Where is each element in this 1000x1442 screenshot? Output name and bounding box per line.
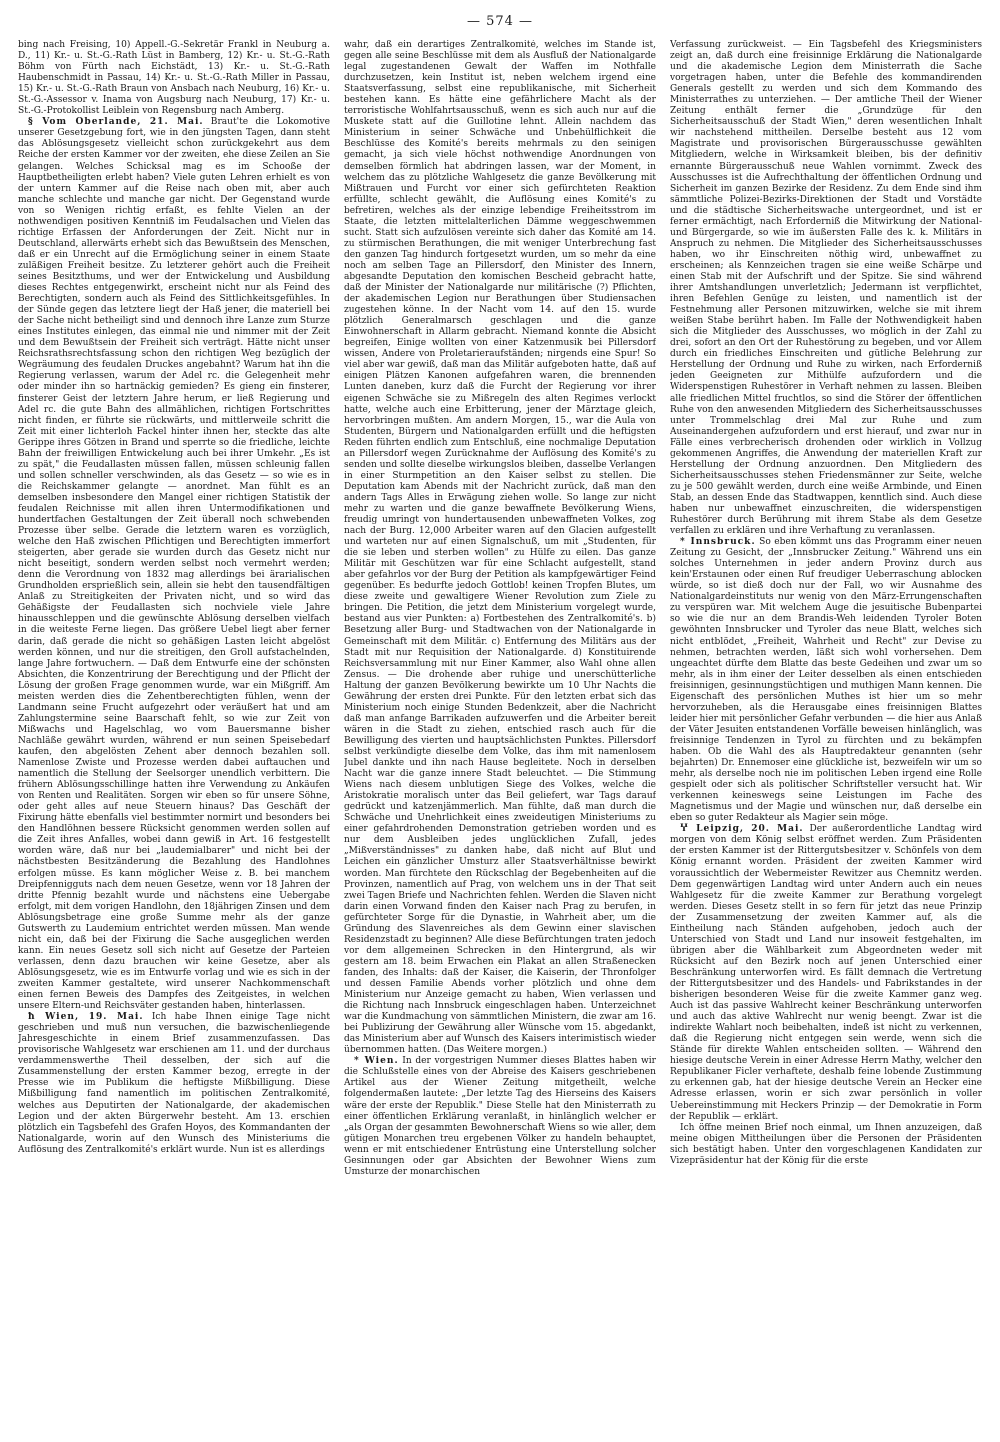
article-text: Verfassung zurückweist. — Ein Tagsbefehl des Kriegsministers zeigt an, daß durch eine freisinnige Erklärung die Nationalgarde und die akademische Legion dem Ministerrath die Sache vorgetragen haben, unter die Befehle des kommandirenden Generals gestellt zu werden und sich dem Kommando des Ministerrathes zu unterziehen. — Der amtliche Theil der Wiener Zeitung enthält ferner die „Grundzüge für den Sicherheitsausschuß der Stadt Wien," deren wesentlichen Inhalt wir nachstehend mittheilen. Derselbe besteht aus 12 vom Magistrate und provisorischen Bürgerausschusse gewählten Mitgliedern, welche in Wirksamkeit bleiben, bis der definitiv ernannte Bürgerausschuß neue Wahlen vornimmt. Zweck des Ausschusses ist die Aufrechthaltung der öffentlichen Ordnung und Sicherheit im ganzen Bezirke der Residenz. Zu dem Ende sind ihm sämmtliche Polizei-Bezirks-Direktionen der Stadt und Vorstädte und die städtische Sicherheitswache untergeordnet, und ist er ferner ermächtigt, nach Erforderniß die Mitwirkung der National- und Bürgergarde, so wie im äußersten Falle des k. k. Militärs in Anspruch zu nehmen. Die Mitglieder des Sicherheitsausschusses haben, wo ihr Einschreiten nöthig wird, unbewaffnet zu erscheinen; als Kennzeichen tragen sie eine weiße Schärpe und einen Stab mit der Aufschrift und der Spitze. Sie sind während ihrer Amtshandlungen unverletzlich; Jedermann ist verpflichtet, ihren Befehlen Genüge zu leisten, und namentlich ist der Festnehmung aller Personen mitzuwirken, welche sie mit ihrem weißen Stabe berührt haben. Im Falle der Nothwendigkeit haben sich die Mitglieder des Ausschusses, wo möglich in der Zahl zu drei, sofort an den Ort der Ruhestörung zu begeben, und vor Allem durch ein friedliches Einschreiten und gütliche Belehrung zur Herstellung der Ordnung und Ruhe zu wirken, nach Erforderniß jeden Geeigneten zur Mithülfe aufzufordern und die Widerspenstigen Ruhestörer in Verhaft nehmen zu lassen. Bleiben alle friedlichen Mittel fruchtlos, so sind die Störer der öffentlichen Ruhe von den anwesenden Mitgliedern des Sicherheitsausschusses unter Trommelschlag drei Mal zur Ruhe und zum Auseinandergehen aufzufordern und erst hierauf, und zwar nur in Fälle eines verbrecherisch drohenden oder wirklich in Vollzug gekommenen Angriffes, die Anwendung der materiellen Kraft zur Herstellung der Ordnung anzuordnen. Den Mitgliedern des Sicherheitsausschusses stehen Friedensmänner zur Seite, welche zu je 500 gewählt werden, durch eine weiße Armbinde, und Einen Stab, an dessen Ende das Stadtwappen, kenntlich sind. Auch diese haben nur unbewaffnet einzuschreiten, die widerspenstigen Ruhestörer durch Berührung mit ihrem Stabe als dem Gesetze verfallen zu erklären und ihre Verhaftung zu veranlassen.	[670, 40, 982, 537]
article-dateline: ħ Wien, 19. Mai.	[28, 1012, 144, 1023]
article-text: Braut'te die Lokomotive unserer Gesetzgebung fort, wie in den jüngsten Tagen, dann steht das Ablösungsgesetz vielleicht schon zurückgekehrt aus dem Reiche der ersten Kammer vor der zweiten, ehe diese Zeilen an Sie gelangen. Welches Schicksal mag es im Schooße der Hauptbetheiligten erlebt haben? Viele guten Lehren erhielt es von der untern Kammer auf die Reise nach oben mit, aber auch manche schlechte und manche gar nicht. Der Gegenstand wurde von so Wenigen richtig erfaßt, es fehlte Vielen an der nothwendigen positiven Kenntniß im Feudalsachen und Vielen das richtige Erfassen der Anforderungen der Zeit. Nicht nur in Deutschland, allerwärts erhebt sich das Bewußtsein des Menschen, daß er ein Unrecht auf die Ermöglichung seiner in einem Staate zuläßigen Freiheit besitze. Zu letzterer gehört auch die Freiheit seines Besitzthums, und wer der Entwickelung und Ausbildung dieses Rechtes entgegenwirkt, erscheint nicht nur als Feind des Berechtigten, sondern auch als Feind des Sittlichkeitsgefühles. In der Sünde gegen das letztere liegt der Haß jener, die materiell bei der Sache nicht betheiligt sind und dennoch ihre Lanze zum Sturze eines Institutes einlegen, das einmal nie und nimmer mit der Zeit und dem Bewußtsein der Freiheit sich verträgt. Hätte nicht unser Reichsrathsrechtsfassung schon den richtigen Weg bezüglich der Wegräumung des feudalen Druckes angebahnt? Warum hat ihn die Regierung verlassen, warum der Adel rc. die Gelegenheit mehr oder minder ihn so hartnäckig gemieden? Es gieng ein finsterer, finsterer Geist der letztern Jahre herum, er ließ Regierung und Adel rc. die gute Bahn des allmählichen, richtigen Fortschrittes nicht finden, er führte sie rückwärts, und mittlerweile schritt die Zeit mit einer lichterloh Fackel hinter ihnen her, steckte das alte Gerippe ihres Götzen in Brand und sperrte so die friedliche, leichte Bahn der freiwilligen Entwickelung auch bei ihrer Umkehr. „Es ist zu spät," die Feudallasten müssen fallen, müssen schleunig fallen und sollen schneller verschwinden, als das Gesetz — so wie es in die Reichskammer gelangte — anordnet. Man fühlt es an demselben insbesondere den Mangel einer richtigen Statistik der feudalen Reichnisse mit allen ihren Untermodifikationen und hundertfachen Gestaltungen der Zeit überall noch schwebenden Prozesse über selbe. Gerade die letztern waren es vorzüglich, welche den Haß zwischen Pflichtigen und Berechtigten immerfort steigerten, aber gerade sie wurden durch das Gesetz nicht nur nicht beseitigt, sondern werden selbst noch vermehrt werden; denn die Verordnung von 1832 mag allerdings bei ärarialischen Grundholden ersprießlich sein, allein sie hebt den tausendfältigen Anlaß zu Streitigkeiten der Privaten nicht, und so wird das Gehäßigste der Feudallasten sich nochviele viele Jahre hinausschleppen und die gewünschte Ablösung derselben vielfach in die weiteste Ferne liegen. Das größere Uebel liegt aber ferner darin, daß gerade die nicht so gehäßigen Lasten leicht abgelöst werden können, und nur die streitigen, den Groll aufstachelnden, lange Jahre fortwuchern. — Daß dem Entwurfe eine der schönsten Absichten, die Konzentrirung der Berechtigung und der Pflicht der Lösung der großen Frage genommen wurde, war ein Mißgriff. Am meisten werden dies die Zehentberechtigten fühlen, wenn der Landmann seine Frucht aufgezehrt oder veräußert hat und am Zahlungstermine seine Baarschaft fehlt, so wie zur Zeit von Mißwachs und Hagelschlag, wo vom Bauersmanne bisher Nachläße gewährt wurden, während er nun seinen Speisebedarf kaufen, den abgelösten Zehent aber dennoch bezahlen soll. Namenlose Zwiste und Prozesse werden dabei auftauchen und namentlich die Stellung der Seelsorger unendlich verbittern. Die frühern Ablösungsschillinge hatten ihre Verwendung zu Ankäufen von Renten und Realitäten. Sorgen wir eben so für unsere Söhne, oder geht alles auf neue Steuern hinaus? Das Geschäft der Fixirung hätte ebenfalls viel bestimmter normirt und besonders bei den Handlöhnen bessere Rücksicht genommen werden sollen auf die Zeit ihres Anfalles, wobei dann gewiß in Art. 16 festgestellt worden wäre, daß nur bei „laudemialbarer" und nicht bei der nächstbesten Besitzänderung die Bezahlung des Handlohnes erfolgen müsse. Es kann möglicher Weise z. B. bei manchem Dreipfennigguts nach dem neuen Gesetze, wenn vor 18 Jahren der dritte Pfennig bezahlt wurde und nächstens eine Uebergabe erfolgt, mit dem vorigen Handlohn, den 18jährigen Zinsen und dem Ablösungsbetrage eine große Summe mehr als der ganze Gutswerth zu Laudemium entrichtet werden müssen. Man wende nicht ein, daß bei der Fixirung die Sache ausgeglichen werden kann. Ein neues Gesetz soll sich nicht auf Gesetze der Parteien verlassen, denn dazu brauchen wir keine Gesetze, aber als Ablösungsgesetz, wie es im Entwurfe vorlag und wie es sich in der zweiten Kammer gestaltete, wird unserer Nachkommenschaft einen fernen Beweis des Dampfes des Zeitgeistes, in welchen unsere Eltern-und Reichsväter gestanden haben, hinterlassen.	[18, 117, 330, 1012]
article-dateline: Ⴤ Leipzig, 20. Mai.	[680, 824, 804, 835]
article-dateline: * Wien.	[354, 1056, 399, 1067]
article-paragraph	[18, 1012, 330, 1156]
article-text: In der vorgestrigen Nummer dieses Blattes haben wir die Schlußstelle eines von der Abreise des Kaisers geschriebenen Artikel aus der Wiener Zeitung mitgetheilt, welche folgendermaßen lautete: „Der letzte Tag des Hierseins des Kaisers wäre der erste der Republik." Diese Stelle hat den Ministerrath zu einer öffentlichen Erklärung veranlaßt, in hinlänglich welcher er „als Organ der gesammten Bewohnerschaft Wiens so wie aller, dem gütigen Monarchen treu ergebenen Völker zu handeln behauptet, wenn er mit entschiedener Entrüstung eine Unterstellung solcher Gesinnungen oder gar Absichten der Bewohner Wiens zum Umsturze der monarchischen	[344, 1056, 656, 1177]
article-dateline: * Innsbruck.	[680, 537, 756, 548]
article-text: bing nach Freising, 10) Appell.-G.-Sekretär Frankl in Neuburg a. D., 11) Kr.- u. St.-G.-Rath Lüst in Bamberg, 12) Kr.- u. St.-G.-Rath Böhm von Fürth nach Eichstädt, 13) Kr.- u. St.-G.-Rath Haubenschmidt in Passau, 14) Kr.- u. St.-G.-Rath Miller in Passau, 15) Kr.- u. St.-G.-Rath Braun von Ansbach nach Neuburg, 16) Kr.- u. St.-G.-Assessor v. Inama von Augsburg nach Neuburg, 17) Kr.- u. St.-G.-Protokollist Leiblein von Regensburg nach Amberg.	[18, 40, 330, 117]
article-paragraph	[18, 117, 330, 1012]
article-text: So eben kömmt uns das Programm einer neuen Zeitung zu Gesicht, der „Innsbrucker Zeitung." Während uns ein solches Unternehmen in jeder andern Provinz durch aus kein'Erstaunen oder einen Ruf freudiger Ueberraschung ablocken würde, so ist dieß doch nur der Fall, wo wir Ausnahme des Nationalgardeinstituts nur wenig von den März-Errungenschaften zu verspüren war. Mit welchem Auge die jesuitische Bubenpartei so wie die nur an dem Brandis-Weh leidenden Tyroler Boten gewöhnten Innsbrucker und Tyroler das neue Blatt, welches sich nicht entblödet, „Freiheit, Wahrheit und Recht" zur Devise zu nehmen, betrachten werden, läßt sich wohl vorhersehen. Dem ungeachtet dürfte dem Blatte das beste Gedeihen und zwar um so mehr, als in ihm einer der Leiter desselben als einen entschieden freisinnigen, gesinnungstüchtigen und muthigen Mann kennen. Die Eigenschaft des persönlichen Muthes ist hier um so mehr hervorzuheben, als die Herausgabe eines freisinnigen Blattes leider hier mit persönlicher Gefahr verbunden — die hier aus Anlaß der Väter Jesuiten entstandenen Vorfälle beweisen hinlänglich, was freisinnige Tendenzen in Tyrol zu fürchten und zu bekämpfen haben. Ob die Wahl des als Hauptredakteur genannten (sehr bejahrten) Dr. Ennemoser eine glückliche ist, bezweifeln wir um so mehr, als derselbe noch nie im politischen Leben irgend eine Rolle gespielt oder sich als politischer Schriftsteller versucht hat. Wir verkennen keineswegs seine Leistungen im Fache des Magnetismus und der Magie und wünschen nur, daß derselbe ein eben so guter Redakteur als Magier sein möge.	[670, 537, 982, 824]
article-paragraph	[670, 824, 982, 1122]
article-dateline: § Vom Oberlande, 21. Mai.	[28, 117, 204, 128]
article-text: Der außerordentliche Landtag wird morgen von dem König selbst eröffnet werden. Zum Präsidenten der ersten Kammer ist der Rittergutsbesitzer v. Schönfels von dem König ernannt worden. Präsident der zweiten Kammer wird voraussichtlich der Webermeister Rewitzer aus Chemnitz werden. Dem gegenwärtigen Landtag wird unter Andern auch ein neues Wahlgesetz für die zweite Kammer zur Berathung vorgelegt werden. Dieses Gesetz stellt in so fern für jetzt das neue Prinzip der Zusammensetzung der zweiten Kammer auf, als die Eintheilung nach Ständen aufgehoben, jedoch auch der Unterschied von Stadt und Land nur insoweit festgehalten, im übrigen aber die Wählbarkeit zum Abgeordneten weder mit Rücksicht auf den Bezirk noch auf jenen Unterschied einer Beschränkung unterworfen wird. Es fällt demnach die Vertretung der Rittergutsbesitzer und des Handels- und Fabrikstandes in der bisherigen besonderen Weise für die zweite Kammer ganz weg. Auch ist das passive Wahlrecht keiner Beschränkung unterworfen und auch das aktive Wahlrecht nur wenig beengt. Zwar ist die indirekte Wahlart noch beibehalten, indeß ist nicht zu verkennen, daß die Regierung nicht entgegen sein werde, wenn sich die Stände für direkte Wahlen entscheiden sollten. — Während den hiesige deutsche Verein in einer Adresse Herrn Mathy, welcher den Republikaner Ficler verhaftete, deshalb feine lobende Zustimmung zu erkennen gab, hat der hiesige deutsche Verein an Hecker eine Adresse erlassen, worin er sich zwar persönlich in voller Uebereinstimmung mit Heckers Prinzip — der Demokratie in Form der Republik — erklärt.	[670, 824, 982, 1122]
article-paragraph	[344, 1056, 656, 1178]
article-text: Ich öffne meinen Brief noch einmal, um Ihnen anzuzeigen, daß meine obigen Mittheilungen über die Personen der Präsidenten sich bestätigt haben. Unter den vorgeschlagenen Kandidaten zur Vizepräsidentur hat der König für die erste	[670, 1122, 982, 1166]
article-text: wahr, daß ein derartiges Zentralkomité, welches im Stande ist, gegen alle seine Beschlüsse mit dem als Ausfluß der Nationalgarde legal zugestandenen Gewalt der Waffen im Nothfalle durchzusetzen, kein Institut ist, neben welchem irgend eine Staatsverfassung, selbst eine republikanische, mit Sicherheit bestehen kann. Es hätte eine gefährlichere Macht als der terroristische Wohlfahrtsausschuß, wenn es sich auch nur auf die Muskete statt auf die Guillotine lehnt. Allein nachdem das Ministerium in seiner Schwäche und Unbehülflichkeit die Beschlüsse des Komité's bereits mehrmals zu den seinigen gemacht, ja sich viele höchst nothwendige Anordnungen von demselben förmlich hat abdringen lassen, war der Moment, in welchem das zu plötzliche Wahlgesetz die ganze Bevölkerung mit Mißtrauen und Furcht vor einer sich gefürchteten Reaktion erfüllte, schlecht gewählt, die Auflösung eines Komité's zu befretiren, welches als der einzige lebendige Freiheitsstrom im Staate, die letzten mittelalterlichen Dämme weggeschwemmen sucht. Statt sich aufzulösen vereinte sich daher das Komité am 14. zu stürmischen Berathungen, die mit weniger Unterbrechung fast den ganzen Tag hindurch fortgesetzt wurden, um so mehr da eine noch am selben Tage an Pillersdorf, den Minister des Innern, abgesandte Deputation den komischen Bescheid gebracht hatte, daß der Minister der Nationalgarde nur militärische (?) Pflichten, der akademischen Legion nur Berathungen über Studiensachen zugestehen könne. In der Nacht vom 14. auf den 15. wurde plötzlich Generalmarsch geschlagen und die ganze Einwohnerschaft in Allarm gebracht. Niemand konnte die Absicht begreifen, Einige wollten von einer Katzenmusik bei Pillersdorf wissen, Andere von Proletarieraufständen; nirgends eine Spur! So viel aber war gewiß, daß man das Militär aufgeboten hatte, daß auf einigen Plätzen Kanonen aufgefahren waren, die brennenden Lunten daneben, kurz daß die Furcht der Regierung vor ihrer eigenen Schwäche sie zu Mißregeln des alten Regimes verlockt hatte, welche auch eine Erbitterung, jener der Märztage gleich, hervorbringen mußten. Am andern Morgen, 15., war die Aula von Studenten, Bürgern und Nationalgarden erfüllt und die heftigsten Reden führten endlich zum Entschluß, eine nochmalige Deputation an Pillersdorf wegen Zurücknahme der Auflösung des Komité's zu senden und sollte dieselbe wirkungslos bleiben, dasselbe Verlangen in einer Sturmpetition an den Kaiser selbst zu stellen. Die Deputation kam Abends mit der Nachricht zurück, daß man den andern Tags Alles in Erwägung ziehen wolle. So lange zur nicht mehr zu warten und die ganze bewaffnete Bevölkerung Wiens, freudig umringt von hundertausenden unbewaffneten Volkes, zog nach der Burg. 12,000 Arbeiter waren auf den Glacien aufgestellt und warteten nur auf einen Signalschuß, um mit „Studenten, für die sie leben und sterben wollen" zu Hülfe zu eilen. Das ganze Militär mit Geschützen war für eine Schlacht aufgestellt, stand aber gefahrlos vor der Burg der Petition als kampfgewärtiger Feind gegenüber. Es bedurfte jedoch Gottlob! keinen Tropfen Blutes, um diese zweite und gewaltigere Wiener Revolution zum Ziele zu bringen. Die Petition, die jetzt dem Ministerium vorgelegt wurde, bestand aus vier Punkten: a) Fortbestehen des Zentralkomité's. b) Besetzung aller Burg- und Stadtwachen von der Nationalgarde in Gemeinschaft mit dem Militär. c) Entfernung des Militärs aus der Stadt mit nur Requisition der Nationalgarde. d) Konstituirende Reichsversammlung mit nur Einer Kammer, also Wahl ohne allen Zensus. — Die drohende aber ruhige und unerschütterliche Haltung der ganzen Bevölkerung bewirkte um 10 Uhr Nachts die Gewährung der ersten drei Punkte. Für den letzten erbat sich das Ministerium noch einige Stunden Bedenkzeit, aber die Nachricht daß man anfange Barrikaden aufzuwerfen und die Arbeiter bereit wären in die Stadt zu ziehen, entschied rasch auch für die Bewilligung des vierten und hauptsächlichsten Punktes. Pillersdorf selbst verkündigte dieselbe dem Volke, das ihm mit namenlosem Jubel dankte und ihn nach Hause begleitete. Noch in derselben Nacht war die ganze innere Stadt beleuchtet. — Die Stimmung Wiens nach diesem unblutigen Siege des Volkes, welche die Aristokratie moralisch unter das Beil geliefert, war Tags darauf gedrückt und katzenjämmerlich. Man fühlte, daß man durch die Schwäche und Unehrlichkeit eines zweideutigen Ministeriums zu einer gefahrdrohenden Demonstration getrieben worden und es nur dem Ausbleiben jedes unglücklichen Zufall, jedes „Mißverständnisses" zu danken habe, daß nicht auf Blut und Leichen ein gänzlicher Umsturz aller Staatsverhältnisse bewirkt worden. Man fürchtete den Rückschlag der Begebenheiten auf die Provinzen, namentlich auf Prag, von welchem uns in der That seit zwei Tagen Briefe und Nachrichten fehlen. Werden die Slaven nicht darin einen Vorwand finden den Kaiser nach Prag zu berufen, in gefürchteter Sorge für die Dynastie, in Wahrheit aber, um die Gründung des Slavenreiches als dem Gewinn einer slavischen Residenzstadt zu beginnen? Alle diese Befürchtungen traten jedoch vor dem allgemeinen Schrecken in den Hintergrund, als wir gestern am 18. beim Erwachen ein Plakat an allen Straßenecken fanden, des Inhalts: daß der Kaiser, die Kaiserin, der Thronfolger und dessen Familie Abends vorher plötzlich und ohne dem Ministerium nur Anzeige gemacht zu haben, Wien verlassen und die Richtung nach Innsbruck eingeschlagen haben. Unterzeichnet war die Kundmachung von sämmtlichen Ministern, die zwar am 16. bei Publizirung der Gewährung aller Wünsche vom 15. abgedankt, das Ministerium aber auf Wunsch des Kaisers interimistisch wieder übernommen hatten. (Das Weitere morgen.)	[344, 40, 656, 1056]
article-paragraph	[670, 40, 982, 537]
column-2	[344, 40, 656, 1428]
article-paragraph	[18, 40, 330, 117]
page-number: — 574 —	[466, 14, 534, 29]
column-1	[18, 40, 330, 1428]
article-paragraph	[670, 537, 982, 824]
article-text: Ich habe Ihnen einige Tage nicht geschrieben und muß nun versuchen, die bazwischenliegende Jahresgeschichte in einem Brief zusammenzufassen. Das provisorische Wahlgesetz war erschienen am 11. und der durchaus verdammenswerthe Theil desselben, der sich auf die Zusammenstellung der ersten Kammer bezog, erregte in der Presse wie im Publikum die heftigste Mißbilligung. Diese Mißbilligung fand namentlich im politischen Zentralkomité, welches aus Deputirten der Nationalgarde, der akademischen Legion und der akten Bürgerwehr besteht. Am 13. erschien plötzlich ein Tagsbefehl des Grafen Hoyos, des Kommandanten der Nationalgarde, worin auf den Wunsch des Ministeriums die Auflösung des Zentralkomité's erklärt wurde. Nun ist es allerdings	[18, 1012, 330, 1155]
article-paragraph	[344, 40, 656, 1056]
article-paragraph	[670, 1123, 982, 1167]
column-3	[670, 40, 982, 1428]
text-columns	[18, 40, 982, 1428]
